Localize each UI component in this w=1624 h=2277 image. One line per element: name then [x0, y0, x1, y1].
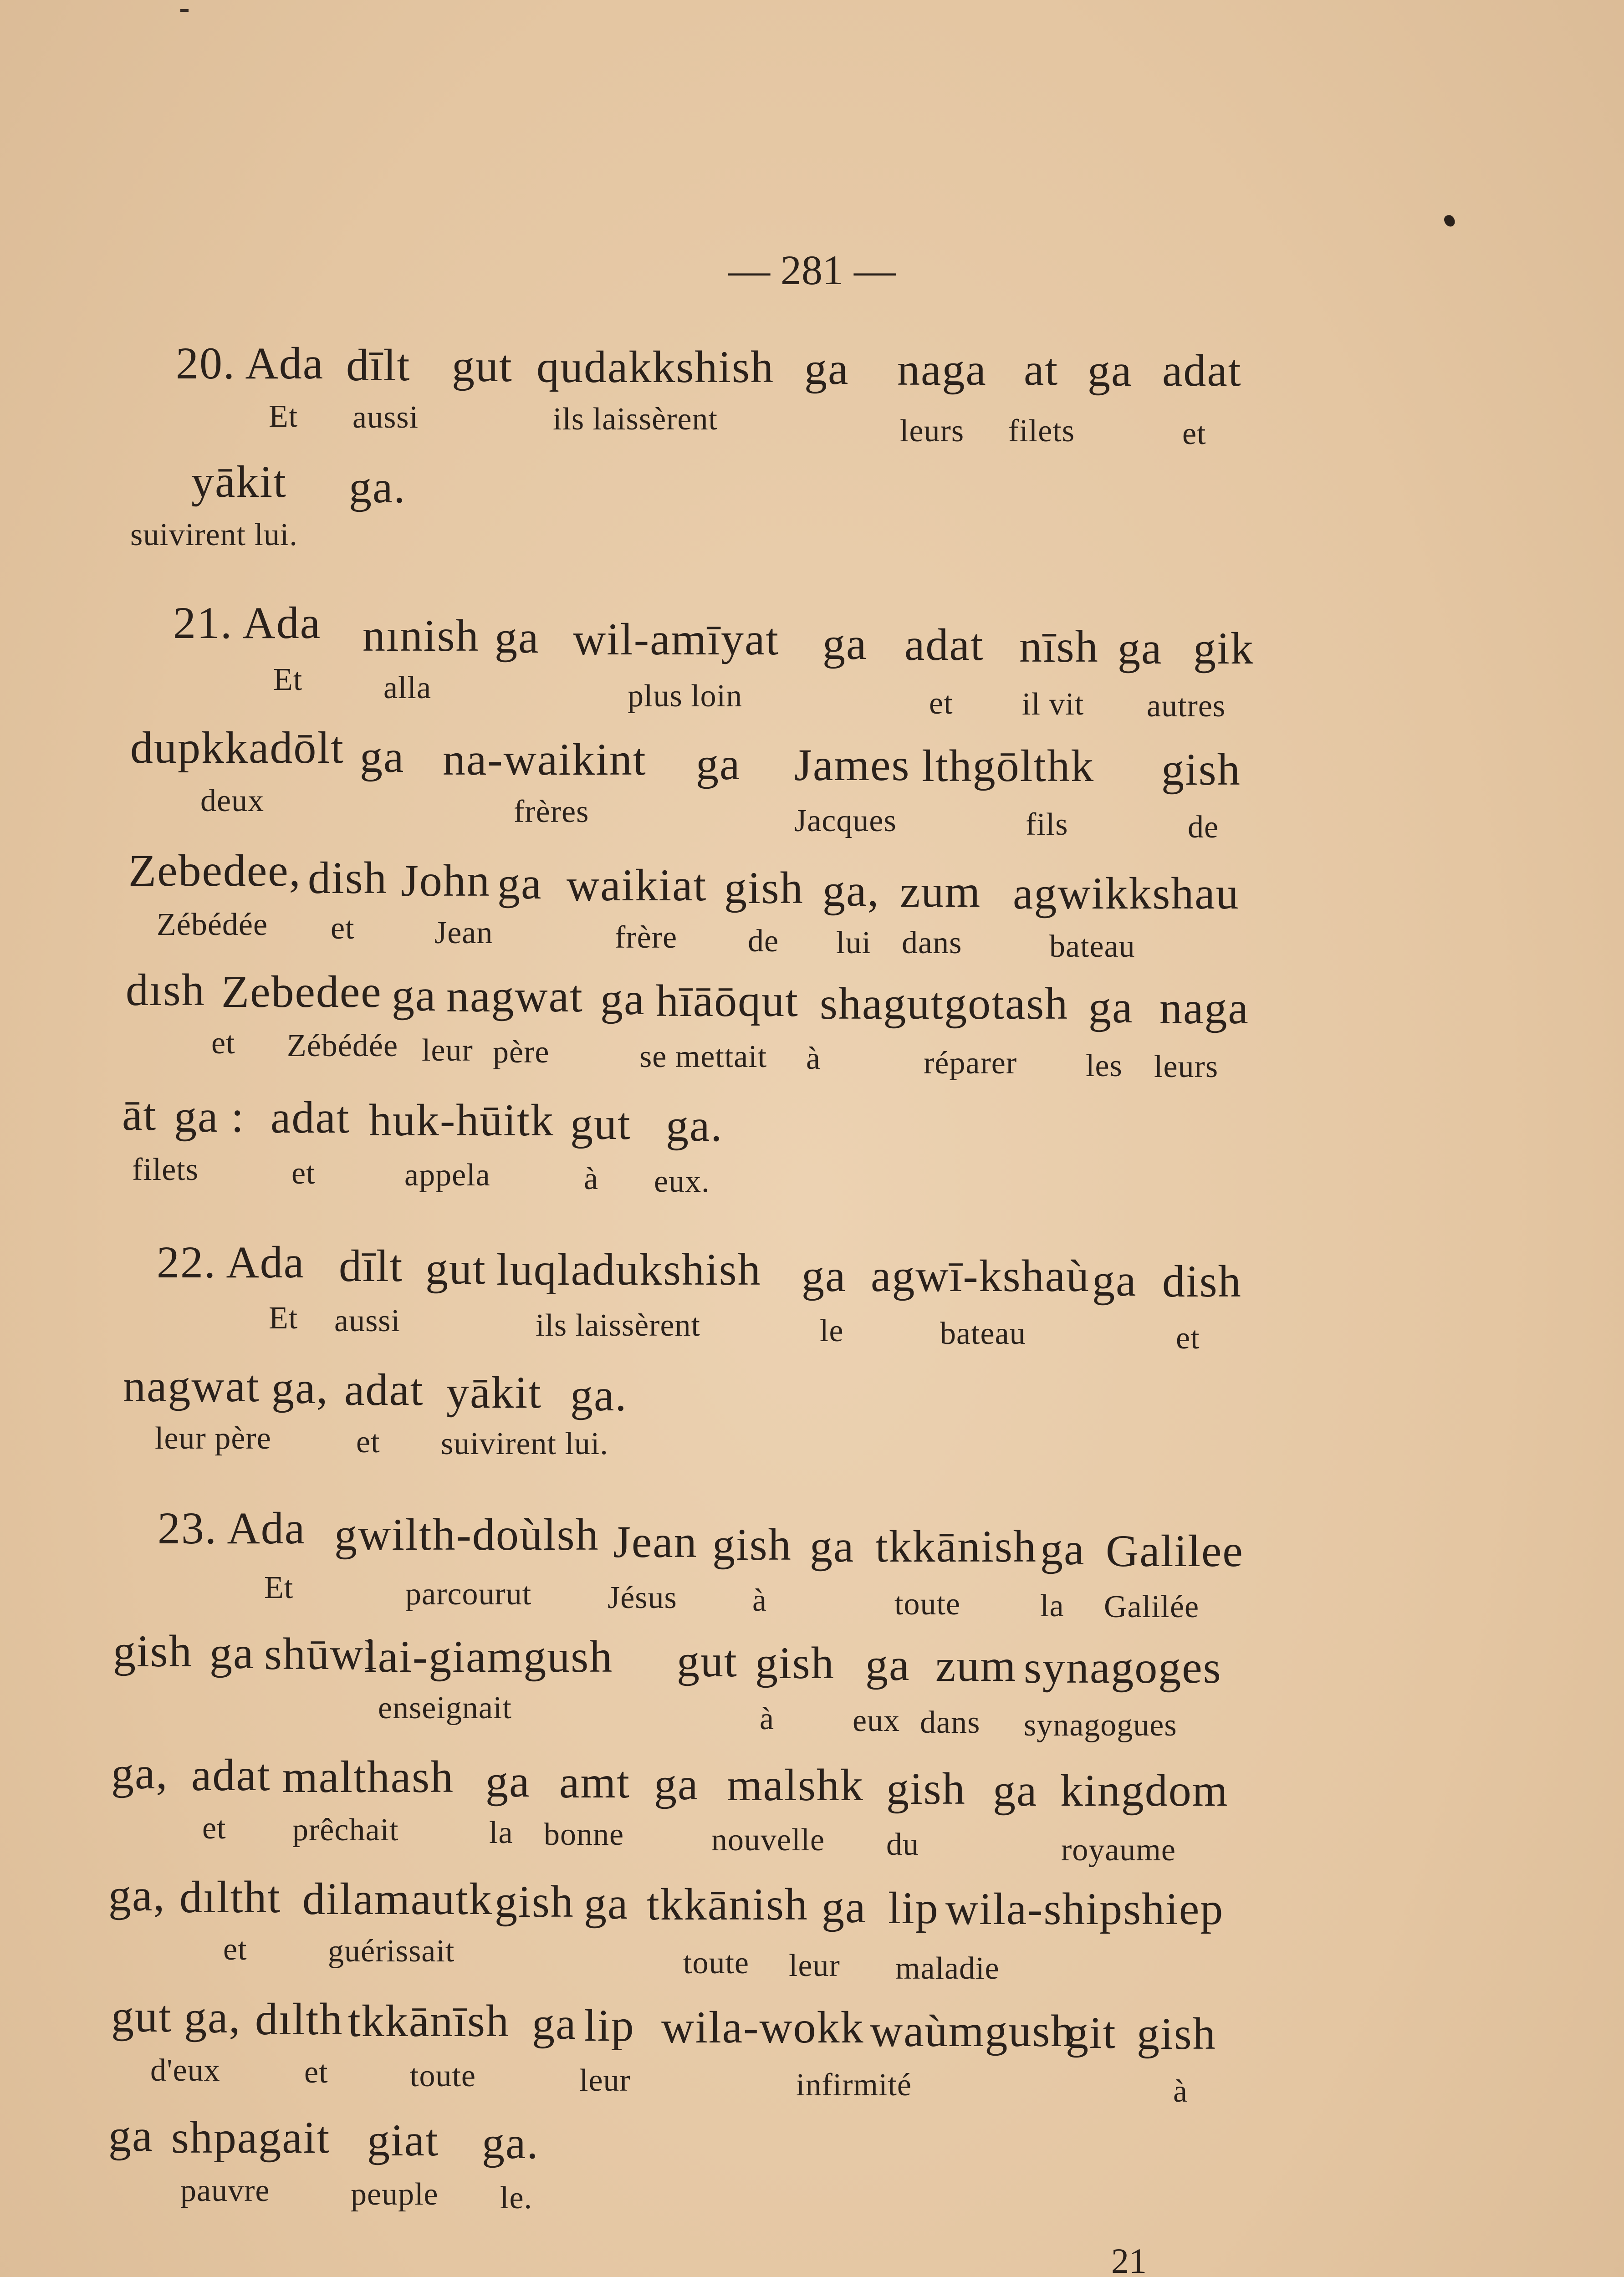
native-word: ga [485, 1756, 531, 1807]
french-gloss: toute [894, 1587, 960, 1622]
french-gloss: appela [404, 1158, 490, 1193]
french-gloss: frère [615, 920, 678, 955]
french-gloss: filets [132, 1152, 199, 1187]
native-word: James [794, 740, 910, 790]
french-gloss: dans [902, 925, 962, 960]
native-word: dılth [255, 1994, 343, 2044]
native-word: dupkkadōlt [130, 722, 344, 773]
native-word: Jean [613, 1516, 698, 1567]
native-word: gish [724, 863, 804, 913]
native-word: ga [993, 1765, 1038, 1816]
native-word: ga [209, 1628, 255, 1678]
native-word: ga [822, 1882, 867, 1932]
native-word: ga [810, 1521, 855, 1572]
native-word: shūwi [264, 1629, 378, 1679]
native-word: 23. Ada [158, 1503, 306, 1553]
french-gloss: suivirent lui. [130, 517, 298, 552]
ink-spot [1443, 214, 1456, 228]
native-word: ga [865, 1639, 910, 1690]
french-gloss: et [929, 686, 953, 721]
native-word: ga [532, 1998, 577, 2049]
french-gloss: Galilée [1104, 1589, 1200, 1624]
native-word: gish [712, 1519, 792, 1570]
native-word: at [1024, 344, 1059, 395]
french-gloss: Zébédée [157, 907, 268, 942]
french-gloss: leur [422, 1033, 473, 1068]
native-word: dilamautk [302, 1874, 493, 1924]
native-word: ga. [482, 2118, 539, 2168]
french-gloss: toute [683, 1945, 749, 1981]
french-gloss: leurs [1154, 1049, 1219, 1084]
french-gloss: d'eux [150, 2053, 220, 2088]
french-gloss: et [331, 911, 355, 946]
native-word: adat [904, 619, 984, 670]
native-word: lai-giamgush [364, 1631, 613, 1682]
native-word: ga [497, 858, 542, 909]
french-gloss: et [304, 2055, 328, 2090]
native-word: ga [600, 974, 645, 1024]
native-word: wila-shipshiep [945, 1884, 1224, 1934]
native-word: ga. [349, 462, 406, 512]
native-word: na-waikint [443, 734, 647, 785]
native-word: tkkānish [875, 1521, 1037, 1572]
native-word: ga [1088, 982, 1134, 1032]
french-gloss: et [1176, 1321, 1200, 1356]
french-gloss: deux [200, 783, 265, 818]
native-word: gut [452, 341, 513, 391]
french-gloss: plus loin [628, 679, 743, 714]
native-word: adat [271, 1092, 350, 1143]
native-word: gish [886, 1763, 966, 1814]
page-number: — 281 — [728, 247, 896, 293]
french-gloss: et [223, 1932, 247, 1967]
french-gloss: à [760, 1701, 775, 1736]
native-word: ga [108, 2110, 153, 2161]
native-word: ga [804, 343, 849, 394]
french-gloss: à [806, 1041, 821, 1076]
native-word: ga [654, 1759, 699, 1809]
native-word: waùmgush [870, 2006, 1075, 2056]
french-gloss: et [356, 1424, 380, 1460]
native-word: kingdom [1060, 1765, 1229, 1816]
native-word: adat [344, 1364, 424, 1415]
french-gloss: réparer [924, 1046, 1017, 1081]
french-gloss: suivirent lui. [441, 1426, 608, 1461]
native-word: 22. Ada [157, 1237, 305, 1287]
native-word: qudakkshish [536, 342, 774, 392]
native-word: Zebedee, [128, 845, 301, 896]
native-word: giat [367, 2115, 439, 2165]
native-word: dīlt [346, 340, 411, 390]
native-word: ga, [108, 1870, 166, 1920]
french-gloss: il vit [1022, 687, 1084, 722]
native-word: amt [559, 1757, 630, 1807]
native-word: gut [570, 1098, 631, 1149]
native-word: nīsh [1019, 621, 1099, 672]
native-word: gish [1137, 2008, 1216, 2059]
native-word: gish [755, 1638, 835, 1688]
french-gloss: bonne [544, 1817, 624, 1852]
french-gloss: de [1188, 810, 1219, 845]
french-gloss: leur père [155, 1421, 271, 1456]
native-word: dish [308, 853, 388, 903]
french-gloss: lui [836, 925, 871, 960]
native-word: hīāōqut [656, 975, 799, 1026]
french-gloss: Et [273, 662, 303, 697]
native-word: gish [495, 1876, 574, 1927]
native-word: ga [1118, 623, 1163, 674]
native-word: adat [191, 1750, 271, 1800]
native-word: ga [1092, 1255, 1137, 1306]
native-word: lip [584, 2000, 635, 2051]
native-word: malshk [727, 1760, 864, 1810]
native-word: huk-hūitk [369, 1095, 554, 1145]
french-gloss: prêchait [292, 1812, 399, 1848]
french-gloss: fils [1026, 807, 1068, 842]
french-gloss: maladie [895, 1951, 1000, 1986]
native-word: naga [1159, 983, 1249, 1033]
french-gloss: alla [383, 670, 432, 705]
french-gloss: bateau [940, 1316, 1026, 1351]
native-word: gut [425, 1243, 486, 1294]
french-gloss: royaume [1061, 1833, 1176, 1868]
french-gloss: et [291, 1156, 316, 1191]
native-word: Galilee [1106, 1526, 1244, 1576]
signature-mark: 21 [1111, 2241, 1147, 2277]
native-word: ga [584, 1878, 629, 1929]
french-gloss: aussi [352, 400, 419, 435]
french-gloss: Jacques [794, 803, 897, 838]
native-word: agwikkshau [1013, 868, 1240, 919]
french-gloss: leur [789, 1948, 840, 1983]
native-word: ga. [666, 1100, 723, 1151]
french-gloss: aussi [334, 1303, 400, 1338]
native-word: dīlt [339, 1241, 403, 1291]
native-word: naga [897, 344, 987, 395]
native-word: wila-wokk [661, 2002, 864, 2052]
native-word: git [1066, 2007, 1117, 2058]
native-word: ga [696, 739, 741, 789]
native-word: ga [392, 970, 437, 1021]
french-gloss: Et [264, 1570, 294, 1605]
french-gloss: synagogues [1024, 1708, 1177, 1743]
native-word: ga [1040, 1524, 1085, 1574]
native-word: ga, [822, 865, 880, 916]
french-gloss: toute [410, 2058, 476, 2093]
native-word: tkkānīsh [348, 1996, 510, 2046]
native-word: gish [1161, 744, 1241, 795]
native-word: ga [1088, 345, 1133, 396]
native-word: ga [802, 1251, 847, 1301]
native-word: yākit [191, 456, 287, 507]
native-word: āt [122, 1089, 157, 1140]
french-gloss: et [211, 1026, 235, 1061]
native-word: nagwat [123, 1361, 260, 1411]
native-word: nınish [363, 610, 480, 661]
native-word: gut [111, 1991, 172, 2042]
french-gloss: le [820, 1313, 844, 1348]
native-word: wil-amīyat [573, 614, 780, 664]
native-word: zum [935, 1640, 1017, 1691]
native-word: tkkānish [647, 1879, 808, 1930]
native-word: ga [360, 731, 405, 782]
french-gloss: eux. [654, 1164, 710, 1199]
french-gloss: infirmité [796, 2068, 912, 2103]
french-gloss: bateau [1049, 929, 1135, 964]
french-gloss: et [202, 1811, 226, 1846]
native-word: gish [113, 1626, 193, 1676]
french-gloss: à [584, 1161, 599, 1196]
native-word: ga, [184, 1992, 241, 2042]
french-gloss: ils laissèrent [536, 1308, 700, 1343]
ink-mark [180, 9, 189, 12]
native-word: malthash [282, 1751, 455, 1802]
french-gloss: nouvelle [711, 1823, 825, 1858]
french-gloss: Jean [434, 915, 493, 950]
french-gloss: la [1040, 1588, 1064, 1624]
french-gloss: frères [514, 794, 589, 829]
native-word: lthgōlthk [922, 740, 1095, 791]
french-gloss: la [489, 1815, 513, 1850]
native-word: 21. Ada [173, 597, 322, 648]
native-word: yākit [446, 1367, 542, 1418]
french-gloss: et [1182, 416, 1206, 451]
french-gloss: Jésus [608, 1580, 677, 1615]
native-word: Zebedee [221, 966, 382, 1017]
native-word: waikiat [567, 860, 707, 910]
french-gloss: Zébédée [287, 1028, 398, 1063]
french-gloss: à [1173, 2074, 1188, 2109]
french-gloss: peuple [351, 2177, 439, 2212]
french-gloss: les [1086, 1048, 1123, 1083]
native-word: synagoges [1024, 1642, 1222, 1693]
native-word: ga [495, 612, 540, 663]
native-word: shagutgotash [820, 978, 1069, 1029]
native-word: John [401, 855, 490, 906]
native-word: ga, [271, 1363, 329, 1413]
french-gloss: se mettait [639, 1039, 767, 1074]
native-word: ga : [174, 1091, 245, 1142]
french-gloss: de [748, 924, 779, 959]
native-word: dıltht [179, 1872, 281, 1922]
french-gloss: ils laissèrent [553, 402, 718, 437]
french-gloss: eux [853, 1703, 900, 1738]
native-word: nagwat [446, 971, 583, 1021]
french-gloss: Et [269, 399, 298, 434]
french-gloss: filets [1008, 414, 1075, 449]
french-gloss: enseignait [378, 1690, 512, 1726]
native-word: gut [677, 1636, 738, 1686]
native-word: 20. Ada [176, 338, 324, 388]
native-word: lip [888, 1883, 939, 1933]
french-gloss: pauvre [180, 2173, 270, 2208]
native-word: ga [822, 618, 868, 669]
native-word: dısh [126, 965, 205, 1015]
native-word: adat [1162, 345, 1242, 396]
native-word: shpagait [171, 2112, 331, 2163]
french-gloss: autres [1147, 689, 1226, 724]
french-gloss: leurs [900, 414, 965, 449]
french-gloss: parcourut [405, 1577, 532, 1612]
french-gloss: dans [920, 1705, 981, 1740]
french-gloss: à [752, 1583, 767, 1618]
french-gloss: leur [579, 2063, 631, 2098]
french-gloss: du [886, 1827, 919, 1862]
french-gloss: le. [500, 2180, 533, 2216]
native-word: ga, [111, 1748, 169, 1798]
native-word: agwī-kshaù [871, 1251, 1090, 1301]
native-word: gwilth-doùlsh [334, 1509, 599, 1560]
native-word: ga. [570, 1370, 628, 1420]
native-word: gik [1193, 623, 1254, 674]
french-gloss: père [493, 1035, 550, 1070]
native-word: dish [1162, 1256, 1242, 1307]
native-word: luqladukshish [496, 1244, 761, 1295]
native-word: zum [900, 866, 981, 917]
french-gloss: Et [269, 1301, 298, 1336]
french-gloss: guérissait [328, 1934, 455, 1969]
